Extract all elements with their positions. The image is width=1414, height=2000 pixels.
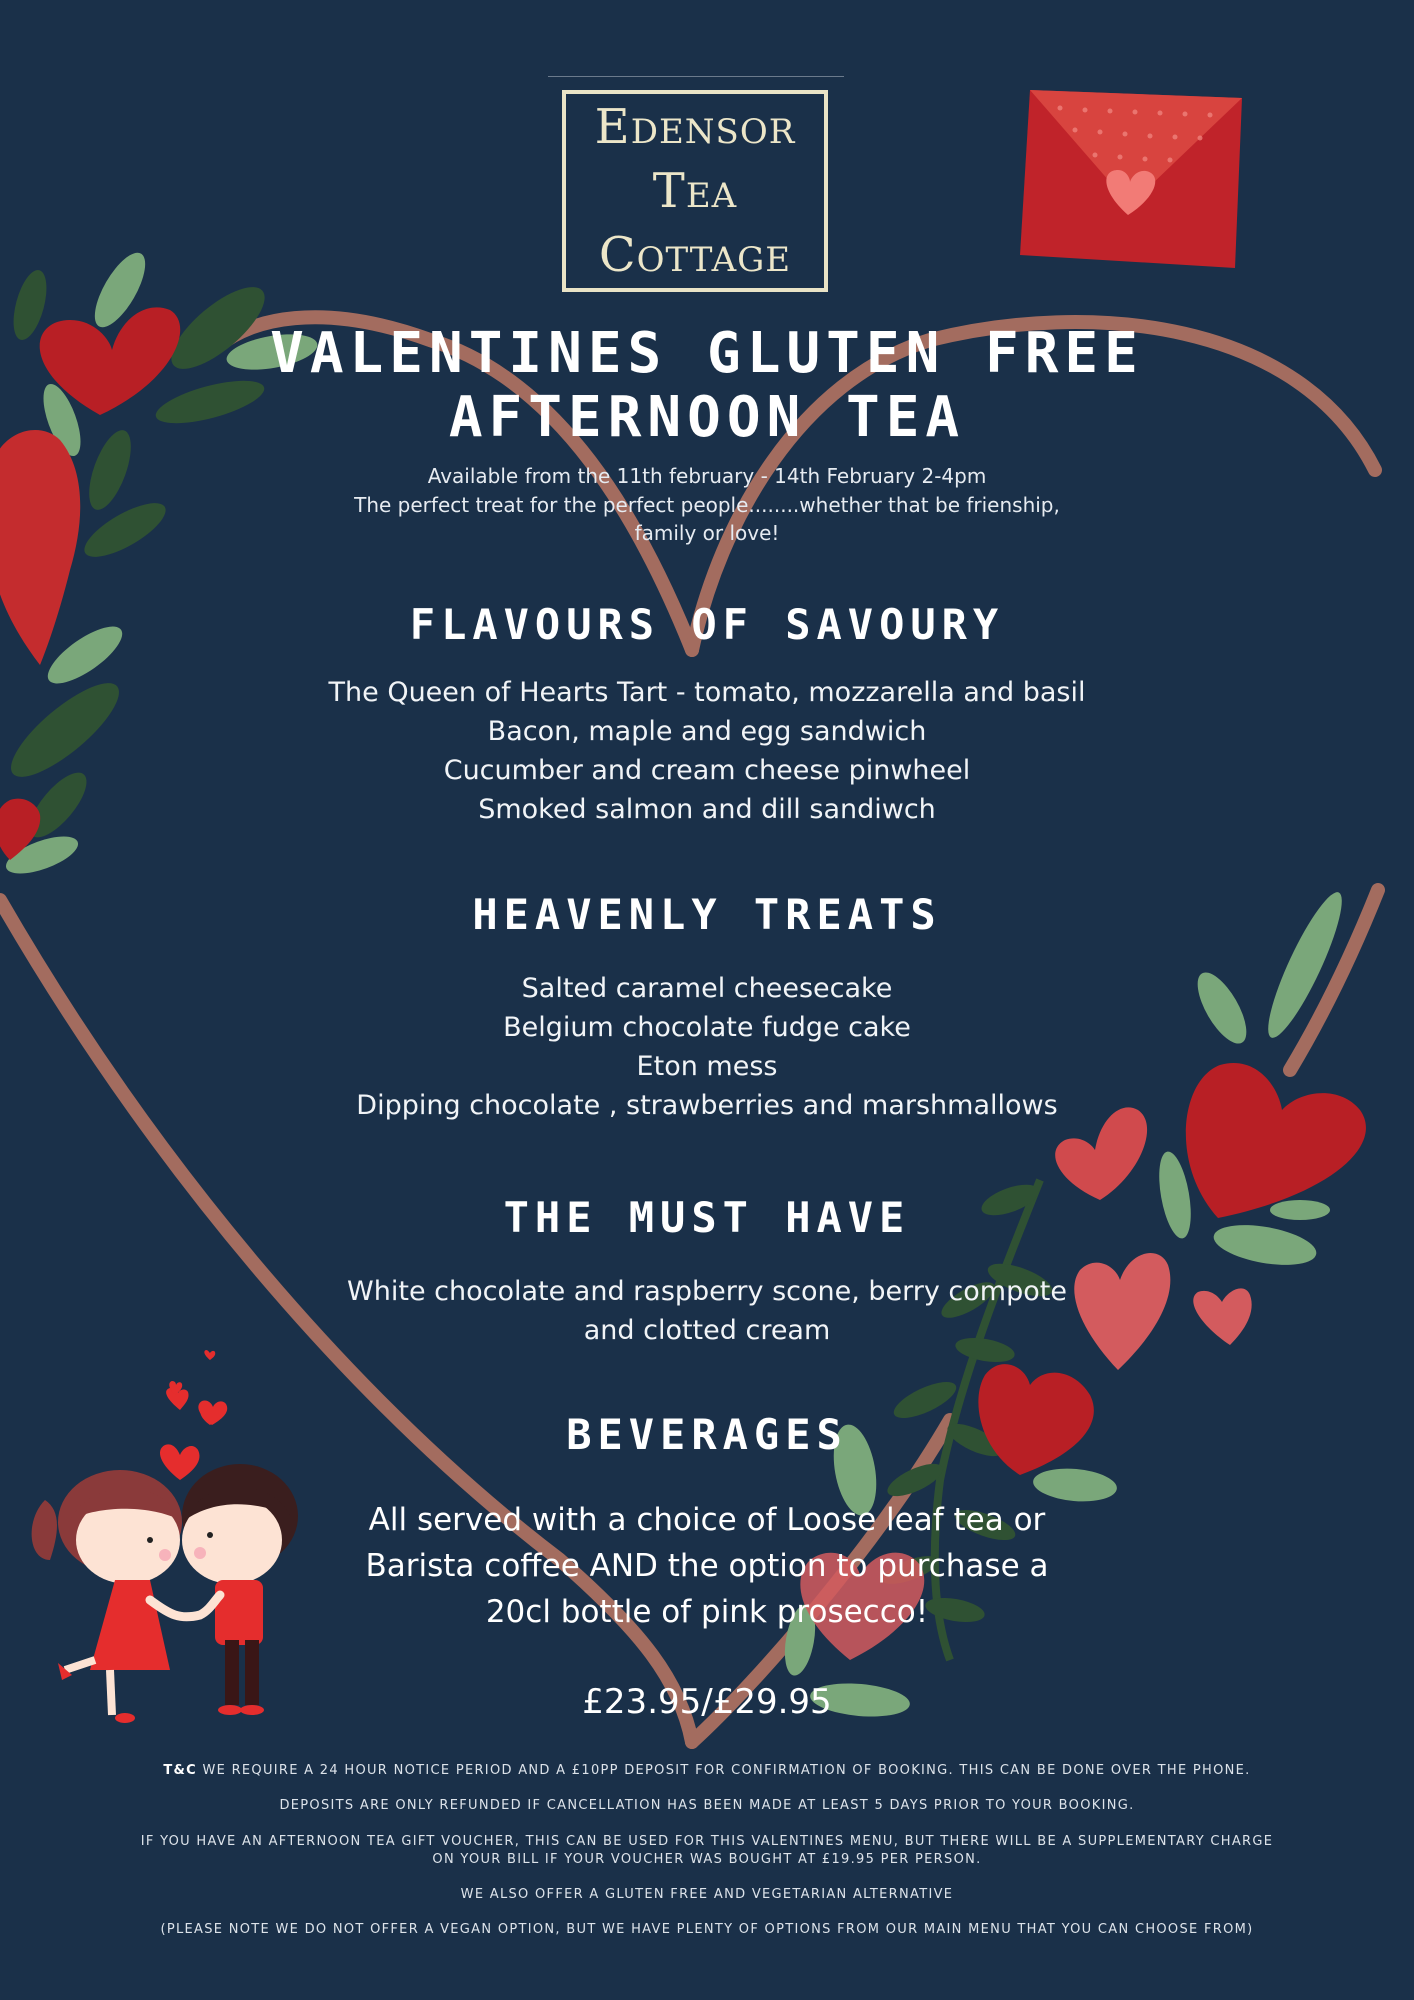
availability-text: Available from the 11th february - 14th February 2-4pm	[427, 464, 987, 488]
list-item: Eton mess	[636, 1051, 778, 1082]
list-item: and clotted cream	[583, 1315, 831, 1346]
price: £23.95/£29.95	[582, 1682, 832, 1722]
beverages-heading: BEVERAGES	[566, 1410, 848, 1459]
title-line-2: AFTERNOON TEA	[448, 385, 966, 450]
terms-line-2: DEPOSITS ARE ONLY REFUNDED IF CANCELLATION HAS BEEN MADE AT LEAST 5 DAYS PRIOR TO YOUR BOOKING.	[279, 1798, 1135, 1813]
beverage-line: All served with a choice of Loose leaf tea or	[368, 1502, 1046, 1538]
list-item: Cucumber and cream cheese pinwheel	[443, 755, 971, 786]
list-item: Belgium chocolate fudge cake	[503, 1012, 911, 1043]
title-line-1: VALENTINES GLUTEN FREE	[270, 321, 1144, 386]
logo	[562, 90, 828, 292]
savoury-heading: FLAVOURS OF SAVOURY	[409, 600, 1005, 649]
list-item: Bacon, maple and egg sandwich	[487, 716, 927, 747]
beverage-line: 20cl bottle of pink prosecco!	[485, 1594, 929, 1630]
logo-divider	[548, 76, 844, 77]
beverages-text	[0, 1497, 1414, 1635]
list-item: White chocolate and raspberry scone, berry compote	[347, 1276, 1067, 1307]
logo-line-1: Edensor	[594, 99, 796, 155]
list-item: Salted caramel cheesecake	[521, 973, 893, 1004]
tagline-line-2: family or love!	[634, 521, 780, 545]
beverage-line: Barista coffee AND the option to purchase a	[365, 1548, 1049, 1584]
terms-line-3b: ON YOUR BILL IF YOUR VOUCHER WAS BOUGHT AT £19.95 PER PERSON.	[432, 1852, 982, 1867]
treats-heading: HEAVENLY TREATS	[472, 890, 942, 939]
terms-line-4: WE ALSO OFFER A GLUTEN FREE AND VEGETARIAN ALTERNATIVE	[460, 1887, 954, 1902]
list-item: Dipping chocolate , strawberries and marshmallows	[356, 1090, 1058, 1121]
terms-text: WE REQUIRE A 24 HOUR NOTICE PERIOD AND A £10PP DEPOSIT FOR CONFIRMATION OF BOOKING. THIS CAN BE DONE OVER THE PHONE.	[202, 1763, 1251, 1778]
list-item: The Queen of Hearts Tart - tomato, mozzarella and basil	[328, 677, 1086, 708]
terms-line-5: (PLEASE NOTE WE DO NOT OFFER A VEGAN OPTION, BUT WE HAVE PLENTY OF OPTIONS FROM OUR MAIN MENU THAT YOU CAN CHOOSE FROM)	[160, 1922, 1254, 1937]
terms-label: T&C	[163, 1763, 198, 1778]
logo-line-3: Cottage	[598, 227, 792, 283]
logo-line-2: Tea	[652, 163, 738, 219]
must-have-list	[0, 1272, 1414, 1350]
list-item: Smoked salmon and dill sandiwch	[478, 794, 936, 825]
terms-line-1	[0, 1762, 1414, 1780]
treats-list	[0, 969, 1414, 1125]
must-have-heading: THE MUST HAVE	[503, 1193, 911, 1242]
page-title	[0, 322, 1414, 450]
tagline-line-1: The perfect treat for the perfect people........whether that be frienship,	[354, 493, 1060, 517]
terms-line-3a: IF YOU HAVE AN AFTERNOON TEA GIFT VOUCHER, THIS CAN BE USED FOR THIS VALENTINES MENU, BUT THERE WILL BE A SUPPLEMENTARY CHARGE	[140, 1834, 1274, 1849]
savoury-list	[0, 673, 1414, 829]
